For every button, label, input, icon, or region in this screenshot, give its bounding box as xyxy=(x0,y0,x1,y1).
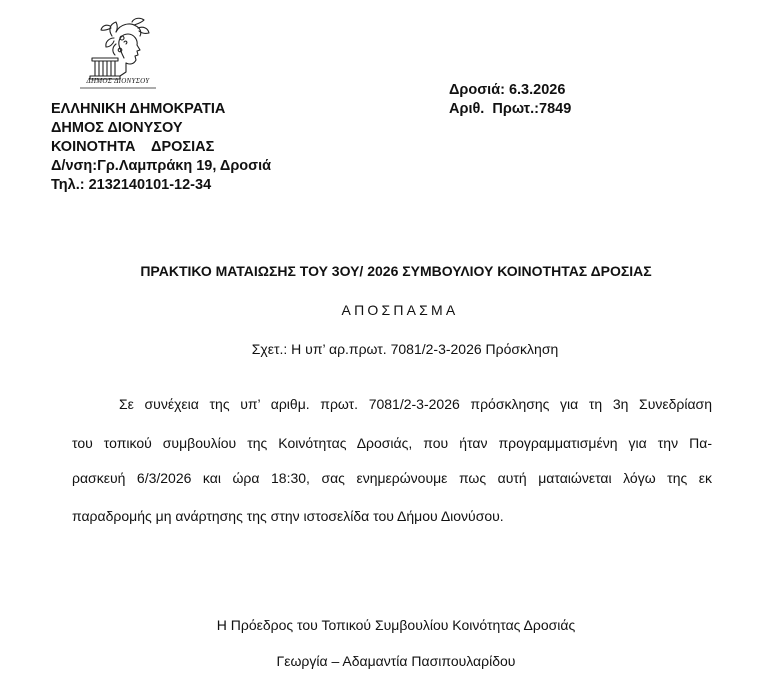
logo-caption: ΔΗΜΟΣ ΔΙΟΝΥΣΟΥ xyxy=(86,77,150,85)
body-paragraph-line xyxy=(119,396,712,412)
reference-line: Σχετ.: Η υπ’ αρ.πρωτ. 7081/2-3-2026 Πρόσκληση xyxy=(251,341,559,357)
body-line-2: του τοπικού συμβουλίου της Κοινότητας Δροσιάς, που ήταν προγραμματισμένη για την Πα- xyxy=(72,435,712,451)
document-date: Δροσιά: 6.3.2026 xyxy=(449,82,566,98)
signatory-name: Γεωργία – Αδαμαντία Πασιπουλαρίδου xyxy=(276,653,516,669)
body-paragraph-line xyxy=(72,470,712,486)
issuer-address: Δ/νση:Γρ.Λαμπράκη 19, Δροσιά xyxy=(51,158,272,174)
extract-label: ΑΠΟΣΠΑΣΜΑ xyxy=(341,302,459,318)
body-line-4: παραδρομής μη ανάρτησης της στην ιστοσελίδα του Δήμου Διονύσου. xyxy=(72,508,504,524)
body-paragraph-line xyxy=(72,435,712,451)
issuer-phone: Τηλ.: 2132140101-12-34 xyxy=(51,177,212,193)
body-paragraph-line xyxy=(72,508,712,524)
issuer-municipality: ΔΗΜΟΣ ΔΙΟΝΥΣΟΥ xyxy=(51,120,183,136)
body-line-1: Σε συνέχεια της υπ’ αριθμ. πρωτ. 7081/2-3-2026 πρόσκλησης για τη 3η Συνεδρίαση xyxy=(119,396,712,412)
date-protocol-block xyxy=(449,81,571,119)
issuer-community: ΚΟΙΝΟΤΗΤΑ ΔΡΟΣΙΑΣ xyxy=(51,139,215,155)
signatory-role: Η Πρόεδρος του Τοπικού Συμβουλίου Κοινότητας Δροσιάς xyxy=(216,617,576,633)
document-title: ΠΡΑΚΤΙΚΟ ΜΑΤΑΙΩΣΗΣ ΤΟΥ 3ΟΥ/ 2026 ΣΥΜΒΟΥΛΙΟΥ ΚΟΙΝΟΤΗΤΑΣ ΔΡΟΣΙΑΣ xyxy=(140,263,652,279)
body-line-3: ρασκευή 6/3/2026 και ώρα 18:30, σας ενημερώνουμε πως αυτή ματαιώνεται λόγω της εκ xyxy=(72,470,712,486)
protocol-number: Αριθ. Πρωτ.:7849 xyxy=(449,101,572,117)
issuer-block xyxy=(51,100,271,195)
issuer-country: ΕΛΛΗΝΙΚΗ ΔΗΜΟΚΡΑΤΙΑ xyxy=(51,101,226,117)
